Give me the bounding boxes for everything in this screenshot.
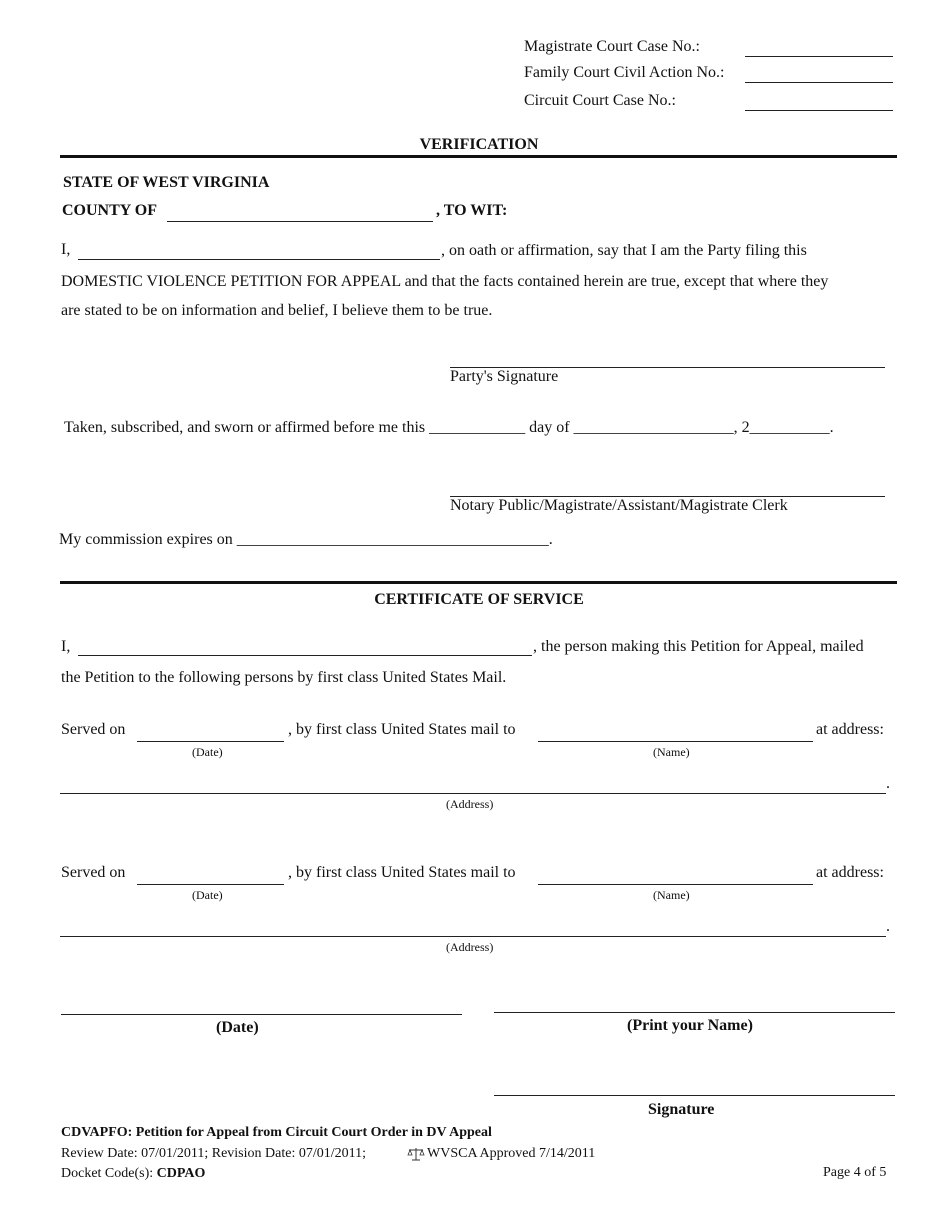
at-address-label-1: at address: [816,721,884,738]
county-label: COUNTY OF [62,202,157,219]
address-period-2: . [886,918,890,935]
service-date-label: (Date) [216,1019,259,1036]
oath-text: , on oath or affirmation, say that I am the Party filing this [441,242,807,259]
service-text-2: the Petition to the following persons by first class United States Mail. [61,669,507,686]
verification-divider [60,155,897,158]
sworn-day-field[interactable]: ____________ [429,419,526,436]
server-name-field[interactable] [78,655,532,656]
verification-text-line-2: DOMESTIC VIOLENCE PETITION FOR APPEAL and that the facts contained herein are true, except that where they [61,273,829,290]
year-prefix-label: , 2 [733,419,750,436]
verification-text-line-3: are stated to be on information and belief, I believe them to be true. [61,302,493,319]
sworn-text-label: Taken, subscribed, and sworn or affirmed before me this [64,419,426,436]
circuit-case-field[interactable] [745,110,893,111]
service-heading: CERTIFICATE OF SERVICE [374,591,584,608]
sworn-period: . [829,419,834,436]
scales-icon [407,1146,425,1162]
at-address-label-2: at address: [816,864,884,881]
served-date-field-1[interactable] [137,741,284,742]
commission-period: . [548,531,553,548]
review-dates: Review Date: 07/01/2011; Revision Date: 07/01/2011; [61,1146,366,1161]
family-case-field[interactable] [745,82,893,83]
name-caption-1: (Name) [653,745,690,759]
served-name-field-1[interactable] [538,741,813,742]
state-label: STATE OF WEST VIRGINIA [63,174,270,191]
form-title: CDVAPFO: Petition for Appeal from Circuit Court Order in DV Appeal [61,1125,492,1140]
commission-expiry-field[interactable]: _______________________________________ [236,531,549,548]
service-date-field[interactable] [61,1014,462,1015]
address-period-1: . [886,775,890,792]
served-on-label-1: Served on [61,721,126,738]
party-signature-label: Party's Signature [450,368,559,385]
signature-field[interactable] [494,1095,895,1096]
served-address-field-2[interactable] [60,936,886,937]
county-field[interactable] [167,221,433,222]
served-on-label-2: Served on [61,864,126,881]
sworn-text [64,419,834,437]
commission-label: My commission expires on [59,531,233,548]
signature-label: Signature [648,1101,715,1118]
notary-label: Notary Public/Magistrate/Assistant/Magistrate Clerk [450,497,788,514]
commission-text [59,531,553,549]
docket-line [61,1166,205,1182]
date-caption-2: (Date) [192,888,223,902]
family-case-label: Family Court Civil Action No.: [524,64,725,81]
by-mail-label-2: , by first class United States mail to [288,864,516,881]
docket-label: Docket Code(s): [61,1166,154,1181]
sworn-year-field[interactable]: __________ [749,419,830,436]
to-wit-label: , TO WIT: [436,202,508,219]
docket-code: CDPAO [156,1166,206,1181]
date-caption-1: (Date) [192,745,223,759]
day-of-label: day of [529,419,570,436]
served-address-field-1[interactable] [60,793,886,794]
served-name-field-2[interactable] [538,884,813,885]
verification-heading: VERIFICATION [419,136,539,153]
print-name-field[interactable] [494,1012,895,1013]
service-divider [60,581,897,584]
magistrate-case-label: Magistrate Court Case No.: [524,38,700,55]
magistrate-case-field[interactable] [745,56,893,57]
service-i-label: I, [61,638,71,655]
by-mail-label-1: , by first class United States mail to [288,721,516,738]
page-number: Page 4 of 5 [823,1165,887,1180]
affiant-i-label: I, [61,241,71,258]
approved-text: WVSCA Approved 7/14/2011 [427,1146,596,1161]
affiant-name-field[interactable] [78,259,440,260]
circuit-case-label: Circuit Court Case No.: [524,92,676,109]
print-name-label: (Print your Name) [627,1017,753,1034]
sworn-month-field[interactable]: ____________________ [573,419,734,436]
address-caption-1: (Address) [446,797,494,811]
name-caption-2: (Name) [653,888,690,902]
address-caption-2: (Address) [446,940,494,954]
served-date-field-2[interactable] [137,884,284,885]
service-text-1: , the person making this Petition for Appeal, mailed [533,638,864,655]
